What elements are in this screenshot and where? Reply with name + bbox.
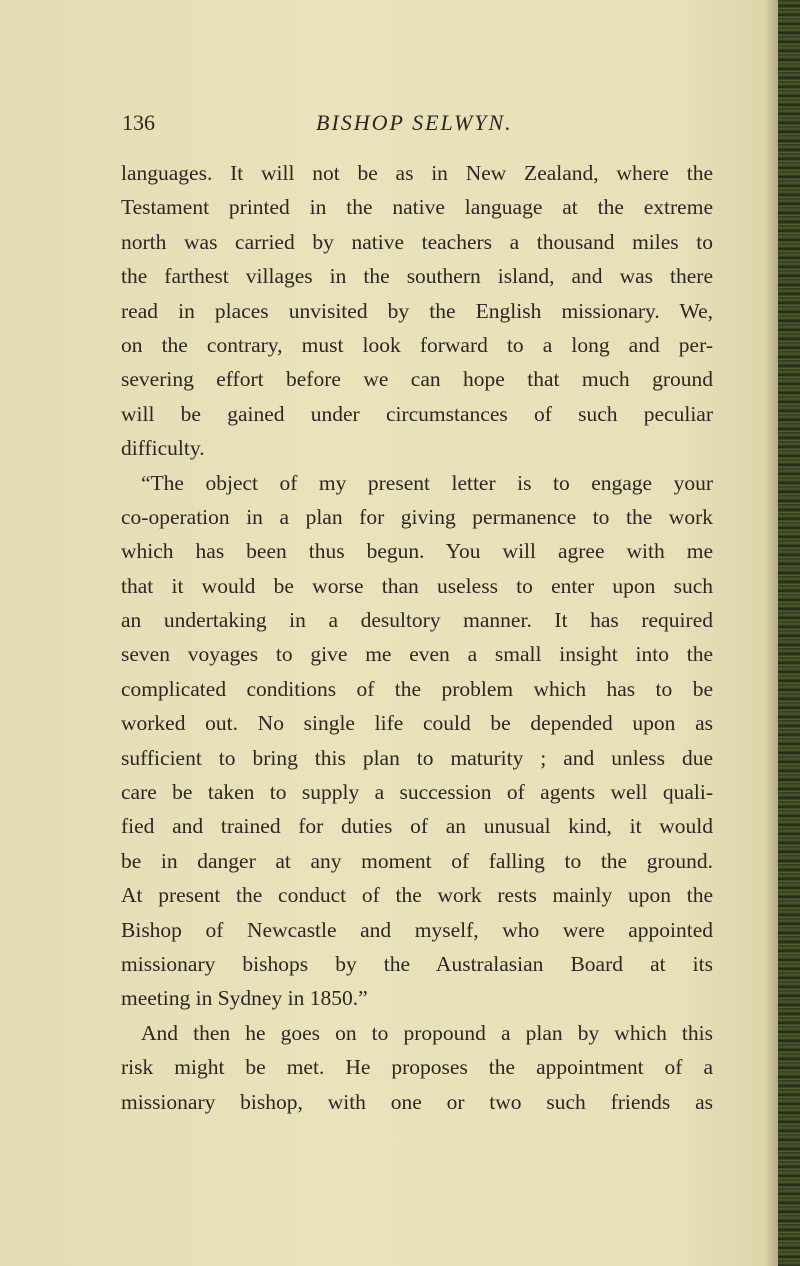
text-line: Testament printed in the native language at the extreme bbox=[121, 195, 713, 220]
running-head: BISHOP SELWYN. bbox=[316, 110, 513, 135]
text-line: languages. It will not be as in New Zealand, where the bbox=[121, 161, 713, 185]
body-text bbox=[121, 156, 713, 1119]
book-edge bbox=[778, 0, 800, 1266]
text-line: missionary bishops by the Australasian Board at its bbox=[121, 951, 713, 976]
text-line: “The object of my present letter is to engage your bbox=[141, 470, 713, 495]
text-line: risk might be met. He proposes the appointment of a bbox=[121, 1055, 713, 1080]
text-line: that it would be worse than useless to enter upon such bbox=[121, 573, 713, 598]
text-line: complicated conditions of the problem which has to be bbox=[121, 676, 713, 701]
text-line: care be taken to supply a succession of agents well quali- bbox=[121, 780, 713, 805]
page-number: 136 bbox=[122, 110, 155, 135]
text-line: worked out. No single life could be depended upon as bbox=[121, 711, 713, 736]
text-line: which has been thus begun. You will agree with me bbox=[121, 539, 713, 564]
text-line: read in places unvisited by the English missionary. We, bbox=[121, 298, 713, 323]
text-line: north was carried by native teachers a thousand miles to bbox=[121, 229, 713, 254]
text-line: difficulty. bbox=[121, 436, 205, 461]
text-line: Bishop of Newcastle and myself, who were appointed bbox=[121, 917, 713, 942]
text-line: an undertaking in a desultory manner. It has required bbox=[121, 608, 713, 633]
text-line: on the contrary, must look forward to a long and per- bbox=[121, 332, 713, 357]
text-line: At present the conduct of the work rests mainly upon the bbox=[121, 883, 713, 908]
text-line: missionary bishop, with one or two such friends as bbox=[121, 1089, 713, 1114]
text-line: sufficient to bring this plan to maturity ; and unless due bbox=[121, 745, 713, 770]
text-line: co-operation in a plan for giving permanence to the work bbox=[121, 504, 713, 529]
page-header bbox=[122, 110, 722, 142]
text-line: And then he goes on to propound a plan by which this bbox=[141, 1020, 713, 1045]
text-line: the farthest villages in the southern island, and was there bbox=[121, 264, 713, 289]
text-line: will be gained under circumstances of such peculiar bbox=[121, 401, 713, 426]
text-line: seven voyages to give me even a small insight into the bbox=[121, 642, 713, 667]
text-line: be in danger at any moment of falling to the ground. bbox=[121, 848, 713, 873]
text-line: severing effort before we can hope that much ground bbox=[121, 367, 713, 392]
text-line: meeting in Sydney in 1850.” bbox=[121, 986, 368, 1011]
text-line: fied and trained for duties of an unusual kind, it would bbox=[121, 814, 713, 839]
page-edge-shadow bbox=[764, 0, 778, 1266]
